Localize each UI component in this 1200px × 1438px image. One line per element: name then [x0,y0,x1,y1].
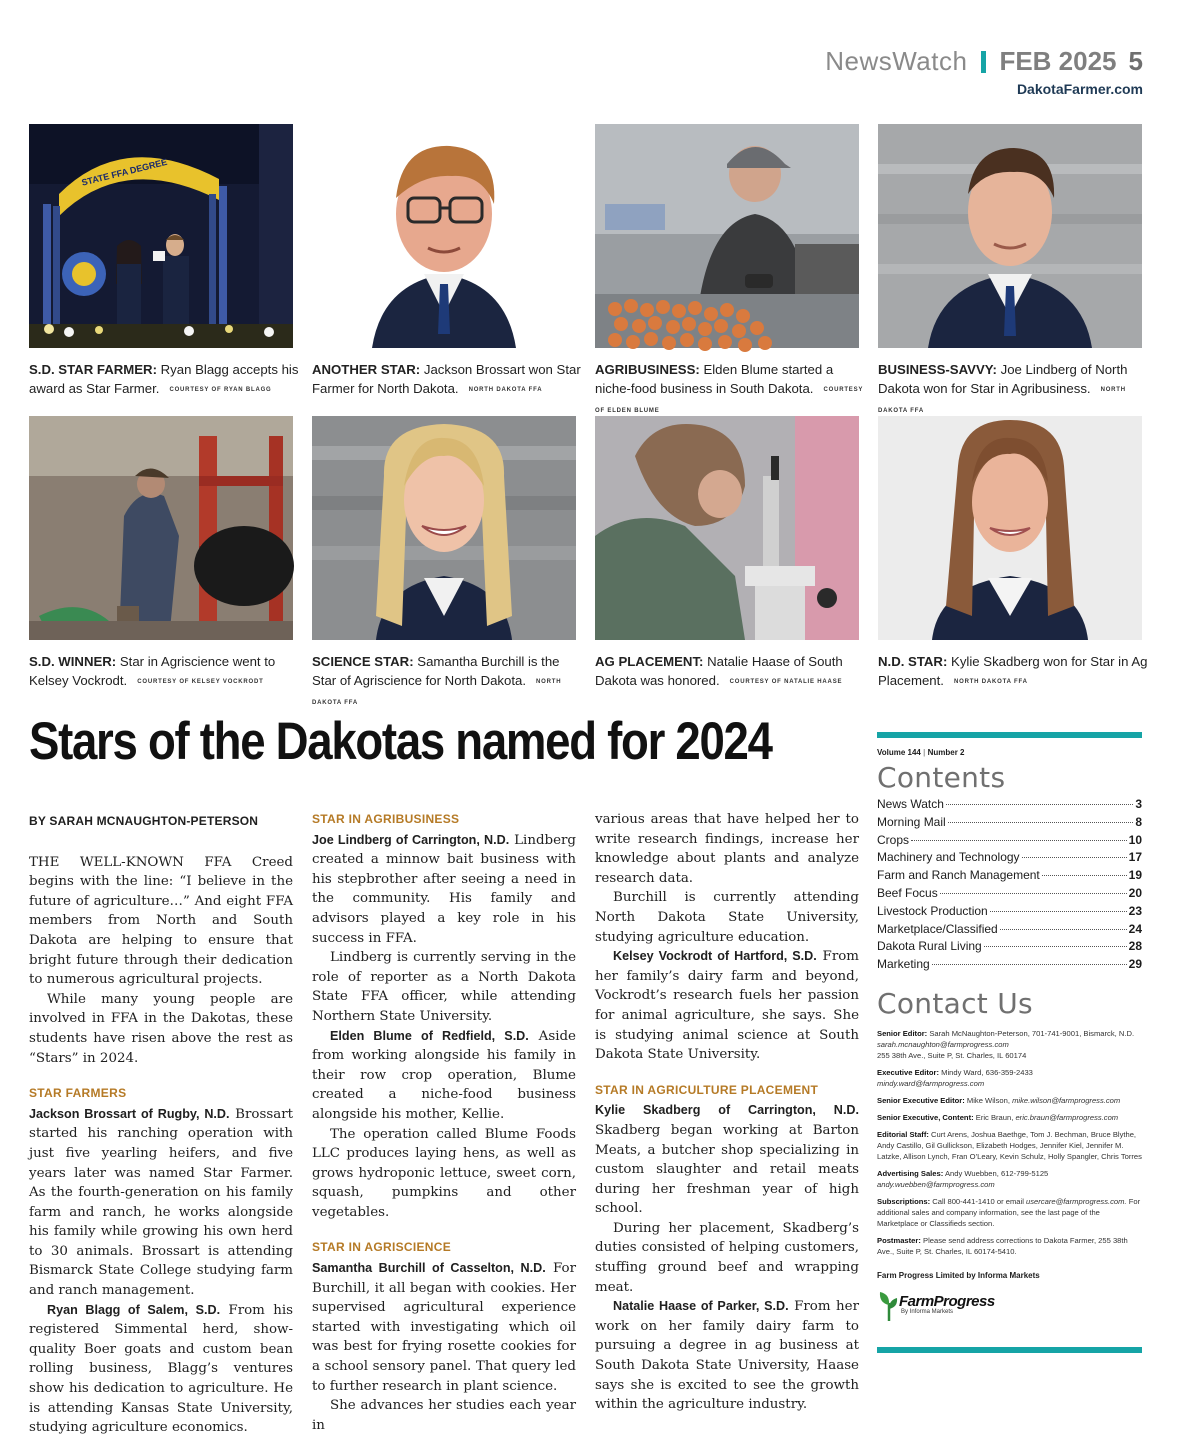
contact-title: Contact Us [877,986,1033,1020]
toc-item[interactable] [877,938,1142,956]
paragraph-lead: Kelsey Vockrodt of Hartford, S.D. [613,949,817,964]
photo-joe-lindberg [878,124,1142,348]
body-paragraph: Ryan Blagg of Salem, S.D. From his registered Simmental herd, show-quality Boer goats and custom bean rolling business, Blagg’s ventures show his dedication to agriculture. He is attending Kansas State University, studying agriculture economics. [29,1302,293,1436]
contact-senior-executive-content: Senior Executive, Content: Eric Braun, eric.braun@farmprogress.com [877,1112,1119,1122]
paragraph-lead: Samantha Burchill of Casselton, N.D. [312,1261,546,1276]
byline: BY SARAH MCNAUGHTON-PETERSON [29,814,259,828]
body-paragraph: Natalie Haase of Parker, S.D. From her work on her family dairy farm to pursuing a degree in ag business at South Dakota State University, Haase says she is excited to see the growth within the agriculture industry. [595,1299,859,1413]
email-link[interactable]: sarah.mcnaughton@farmprogress.com [877,1039,1009,1049]
caption-ryan-blagg: S.D. STAR FARMER: Ryan Blagg accepts his award as Star Farmer. COURTESY OF RYAN BLAGG [29,362,299,396]
paragraph-lead: Elden Blume of Redfield, S.D. [330,1028,529,1043]
email-link[interactable]: eric.braun@farmprogress.com [1015,1112,1119,1122]
body-paragraph: Samantha Burchill of Casselton, N.D. For Burchill, it all began with cookies. Her supervised agricultural experience started with investigating which oil was best for frying rosette cookies for a school sensory panel. That query led to further research in plant science. [312,1261,576,1394]
toc-page-number: 10 [1128,832,1142,847]
section-kicker: STAR IN AGRISCIENCE [312,1240,452,1255]
leaf-icon [877,1289,899,1321]
toc-item[interactable] [877,921,1142,939]
issue-date: FEB 2025 [999,46,1117,76]
section-kicker: STAR IN AGRIBUSINESS [312,812,460,826]
body-paragraph: various areas that have helped her to write research findings, increase her knowledge about plants and analyze research data. [595,812,859,886]
body-paragraph: While many young people are involved in FFA in the Dakotas, these students have risen above the rest as “Stars” in 2024. [29,991,293,1066]
contents-title: Contents [877,761,1006,794]
caption-elden-blume: AGRIBUSINESS: Elden Blume started a niche-food business in South Dakota. COURTESY OF ELDEN BLUME [595,362,864,414]
body-paragraph: During her placement, Skadberg’s duties consisted of helping customers, stuffing ground beef and wrapping meat. [595,1220,859,1295]
contact-senior-editor: Senior Editor: Sarah McNaughton-Peterson, 701-741-9001, Bismarck, N.D. sarah.mcnaughton@farmprogress.com 255 38th Ave., Suite P, St. Charles, IL 60174 [877,1028,1135,1060]
section-kicker: STAR FARMERS [29,1086,127,1101]
email-link[interactable]: mindy.ward@farmprogress.com [877,1078,985,1088]
toc-label: Livestock Production [877,903,988,918]
paragraph-lead: Jackson Brossart of Rugby, N.D. [29,1106,230,1121]
photo-credit: COURTESY OF RYAN BLAGG [169,387,272,393]
farm-progress-logo [877,1289,1142,1321]
publisher-line: Farm Progress Limited by Informa Markets [877,1270,1040,1280]
body-paragraph: The operation called Blume Foods LLC produces laying hens, as well as grows hydroponic lettuce, sweet corn, squash, pumpkins and other vegetables. [312,1126,576,1220]
caption-joe-lindberg: BUSINESS-SAVVY: Joe Lindberg of North Dakota won for Star in Agribusiness. NORTH DAKOTA FFA [878,362,1128,414]
contact-executive-editor: Executive Editor: Mindy Ward, 636-359-2433 mindy.ward@farmprogress.com [877,1067,1033,1088]
body-paragraph: She advances her studies each year in [312,1398,576,1433]
photo-credit: NORTH DAKOTA FFA [468,387,543,393]
paragraph-lead: Kylie Skadberg of Carrington, N.D. [595,1103,859,1118]
toc-item[interactable] [877,849,1142,867]
toc-page-number: 24 [1128,921,1142,936]
caption-natalie-haase: AG PLACEMENT: Natalie Haase of South Dakota was honored. COURTESY OF NATALIE HAASE [595,654,843,688]
toc-leader [940,893,1127,894]
paragraph-lead: Natalie Haase of Parker, S.D. [613,1299,789,1314]
toc-leader [911,840,1127,841]
page-header [825,44,1143,97]
toc-leader [1022,857,1127,858]
sidebar [877,732,1142,1321]
photo-credit: NORTH DAKOTA FFA [878,387,1126,414]
volume-info: Volume 144 | Number 2 [877,748,965,757]
body-paragraph: Elden Blume of Redfield, S.D. Aside from working alongside his family in their row crop operation, Blume created a niche-food business alongside his mother, Kellie. [312,1028,576,1122]
toc-item[interactable] [877,956,1142,974]
site-url[interactable]: DakotaFarmer.com [1016,81,1143,97]
stage-sign-text: STATE FFA DEGREE [80,156,169,188]
toc-leader [948,822,1134,823]
photo-kelsey-vockrodt [29,416,293,640]
contact-senior-executive-editor: Senior Executive Editor: Mike Wilson, mike.wilson@farmprogress.com [877,1095,1121,1105]
sidebar-top-rule [877,732,1142,738]
toc-page-number: 23 [1128,903,1142,918]
body-paragraph: Kylie Skadberg of Carrington, N.D. Skadberg began working at Barton Meats, a butcher shop specializing in custom slaughter and retail meats during her freshman year of high school. [595,1103,859,1217]
toc-label: Marketplace/Classified [877,921,998,936]
toc-leader [1042,875,1127,876]
toc-page-number: 17 [1128,850,1142,865]
toc-item[interactable] [877,903,1142,921]
photo-samantha-burchill [312,416,576,640]
body-paragraph: Burchill is currently attending North Dakota State University, studying agriculture education. [595,890,859,945]
toc-item[interactable] [877,832,1142,850]
contact-editorial-staff: Editorial Staff: Curt Arens, Joshua Baethge, Tom J. Bechman, Bruce Blythe, Andy Castillo, Gil Gullickson, Elizabeth Hodges, Jennifer Kiel, Jennifer M. Latzke, Allison Lynch, Fran O’Leary, Kevin Schulz, Holly Spangler, Chris Torres [877,1129,1142,1161]
contact-subscriptions: Subscriptions: Call 800-441-1410 or email usercare@farmprogress.com. For additional sales and company information, see the last page of the Marketplace or Classifieds section. [877,1196,1141,1228]
toc-label: Dakota Rural Living [877,939,982,954]
toc-label: Farm and Ranch Management [877,868,1040,883]
table-of-contents [877,796,1142,974]
section-kicker: STAR IN AGRICULTURE PLACEMENT [595,1082,819,1097]
toc-item[interactable] [877,885,1142,903]
email-link[interactable]: usercare@farmprogress.com. [1026,1196,1127,1206]
article-column-2 [312,810,576,1435]
toc-label: Marketing [877,957,930,972]
email-link[interactable]: andy.wuebben@farmprogress.com [877,1179,995,1189]
photo-credit: COURTESY OF KELSEY VOCKRODT [137,679,264,685]
toc-leader [984,946,1127,947]
paragraph-lead: Joe Lindberg of Carrington, N.D. [312,832,510,847]
logo-subtitle: By Informa Markets [901,1309,954,1316]
photo-elden-blume [595,124,859,348]
toc-page-number: 3 [1135,797,1142,811]
caption-samantha-burchill: SCIENCE STAR: Samantha Burchill is the Star of Agriscience for North Dakota. NORTH DAKOTA FFA [312,654,562,706]
contact-advertising: Advertising Sales: Andy Wuebben, 612-799-5125 andy.wuebben@farmprogress.com [877,1168,1049,1189]
toc-label: News Watch [877,797,944,811]
photo-ryan-blagg [29,124,293,348]
header-divider [981,51,986,73]
toc-leader [946,804,1133,805]
body-paragraph: Joe Lindberg of Carrington, N.D. Lindberg created a minnow bait business with his stepbrother after seeing a need in the community. His family and advisors played a key role in his success in FFA. [312,832,576,946]
toc-page-number: 19 [1128,868,1142,883]
article-column-3 [595,810,859,1415]
toc-label: Crops [877,832,910,847]
article-column-1 [29,810,293,1438]
photo-kylie-skadberg [878,416,1142,640]
toc-item[interactable] [877,814,1142,832]
paragraph-lead: Ryan Blagg of Salem, S.D. [47,1302,221,1317]
toc-label: Machinery and Technology [877,850,1020,865]
toc-leader [990,911,1127,912]
intro-paragraph: THE WELL-KNOWN FFA Creed begins with the line: “I believe in the future of agriculture…” And eight FFA members from North and South Dakota are helping to ensure that bright future through their dedication to numerous agricultural projects. [29,854,293,988]
contact-postmaster: Postmaster: Please send address corrections to Dakota Farmer, 255 38th Ave., Suite P, St. Charles, IL 60174-5410. [877,1235,1128,1256]
caption-kylie-skadberg: N.D. STAR: Kylie Skadberg won for Star in Ag Placement. NORTH DAKOTA FFA [878,654,1148,688]
photo-jackson-brossart [312,124,576,348]
toc-label: Beef Focus [877,885,938,900]
toc-item[interactable] [877,867,1142,885]
toc-page-number: 20 [1128,885,1142,900]
body-paragraph: Lindberg is currently serving in the role of reporter as a North Dakota State FFA officer, while attending Northern State University. [312,950,576,1024]
toc-page-number: 28 [1128,939,1142,954]
photo-credit: NORTH DAKOTA FFA [953,679,1028,685]
photo-credit: COURTESY OF NATALIE HAASE [729,679,843,685]
photo-credit: COURTESY OF ELDEN BLUME [595,387,864,414]
photo-natalie-haase [595,416,859,640]
sidebar-bottom-rule [877,1347,1142,1353]
page-number: 5 [1128,46,1143,76]
toc-leader [932,964,1127,965]
toc-page-number: 29 [1128,957,1142,972]
body-paragraph: Kelsey Vockrodt of Hartford, S.D. From her family’s dairy farm and beyond, Vockrodt’s research fuels her passion for animal agriculture, she says. She is studying animal science at South Dakota State University. [595,949,859,1063]
caption-kelsey-vockrodt: S.D. WINNER: Star in Agriscience went to Kelsey Vockrodt. COURTESY OF KELSEY VOCKRODT [29,654,276,688]
article-headline: Stars of the Dakotas named for 2024 [29,712,772,771]
toc-item[interactable] [877,796,1142,814]
email-link[interactable]: mike.wilson@farmprogress.com [1012,1095,1121,1105]
toc-page-number: 8 [1135,814,1142,829]
body-paragraph: Jackson Brossart of Rugby, N.D. Brossart started his ranching operation with just five yearling heifers, and five years later was named Star Farmer. As the fourth-generation on his family farm and ranch, he works alongside his family while growing his own herd to 30 animals. Brossart is attending Bismarck State College studying farm and ranch management. [29,1106,293,1299]
toc-label: Morning Mail [877,814,946,829]
photo-credit: NORTH DAKOTA FFA [312,679,562,706]
logo-wordmark: FarmProgress [899,1293,995,1311]
caption-jackson-brossart: ANOTHER STAR: Jackson Brossart won Star Farmer for North Dakota. NORTH DAKOTA FFA [312,362,581,396]
toc-leader [1000,929,1127,930]
section-name: NewsWatch [825,46,968,76]
